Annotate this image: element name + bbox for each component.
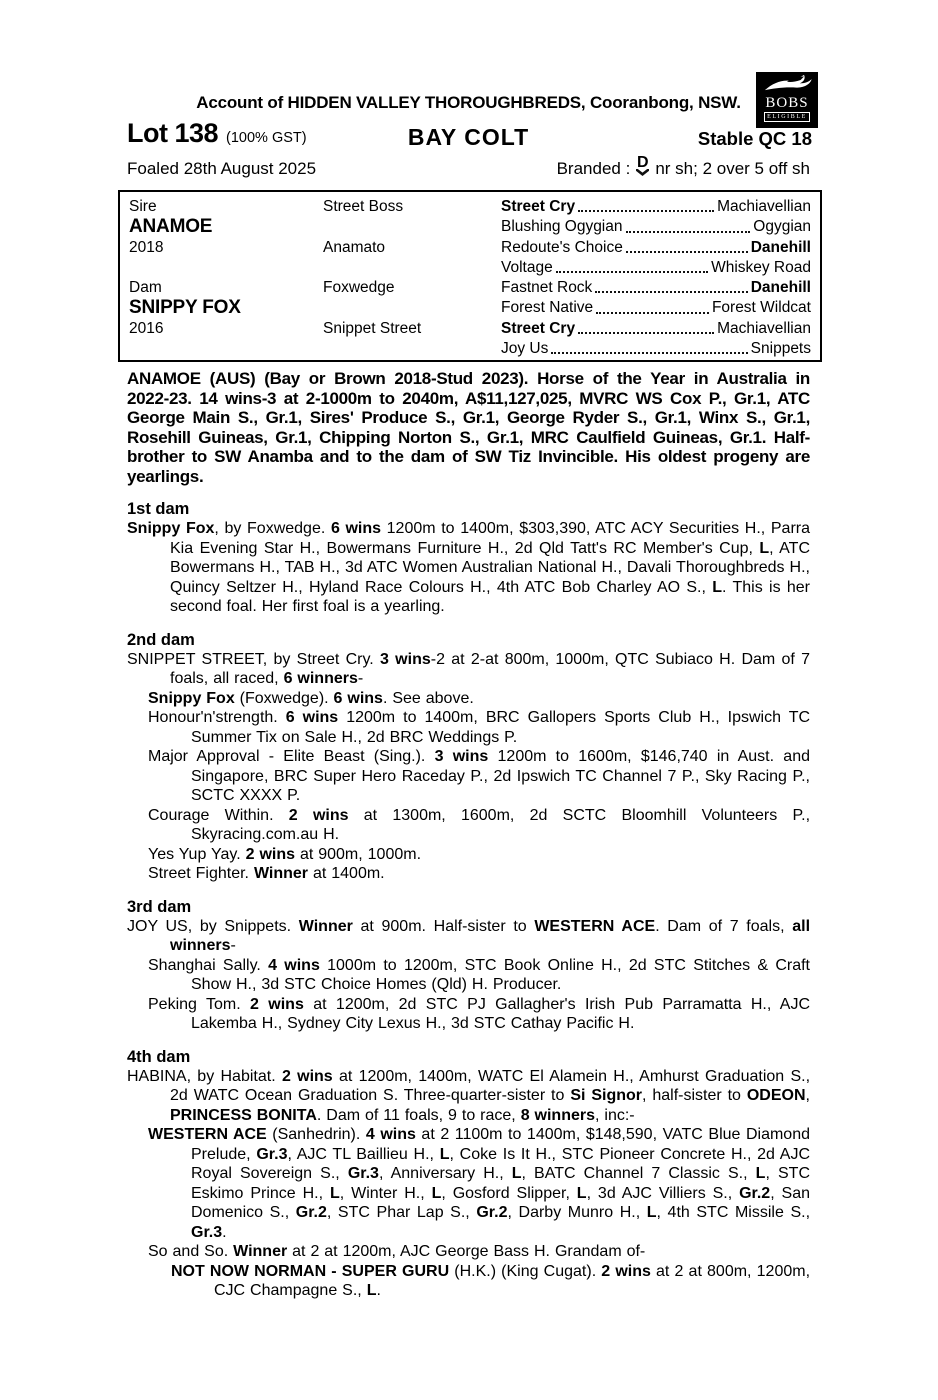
plain-text: at 2 at 1200m, AJC George Bass H. Grandam of-	[287, 1243, 646, 1260]
ancestor-name-right: Machiavellian	[717, 319, 811, 337]
emphasis-text: Winner	[233, 1243, 288, 1260]
plain-text: at 1200m, 1400m, WATC El Alamein H., Amhurst Graduation S., 2d WATC Ocean Graduation S. Three-quarter-sister to	[170, 1067, 811, 1104]
ancestor-name-right: Forest Wildcat	[711, 299, 811, 317]
emphasis-text: L	[431, 1184, 442, 1202]
emphasis-text: WESTERN ACE	[148, 1126, 267, 1143]
emphasis-text: 4 wins	[268, 956, 320, 974]
dam-section-heading: 1st dam	[127, 500, 190, 518]
plain-text: (H.K.) (King Cugat).	[449, 1262, 602, 1280]
branded-label: Branded :	[556, 159, 631, 178]
dotted-leader	[578, 332, 714, 334]
pedigree-parent-name: Street Boss	[323, 198, 404, 215]
plain-text: -	[357, 670, 364, 687]
plain-text: at 2 1100m to 1400m, $148,590, VATC Blue Diamond Prelude,	[191, 1126, 811, 1163]
plain-text: at 1200m, 2d STC PJ Gallagher's Irish Pub Parramatta H., AJC Lakemba H., Sydney City Lexus H., 3d STC Cathay Pacific H.	[191, 995, 811, 1032]
plain-text: , AJC TL Baillieu H.,	[287, 1145, 440, 1163]
pedigree-parent-name: Anamato	[323, 238, 386, 256]
pedigree-paragraph	[127, 806, 810, 845]
gst-note: (100% GST)	[226, 130, 307, 146]
stable-number: Stable QC 18	[697, 128, 812, 149]
dotted-leader	[626, 231, 751, 233]
plain-text: , San Domenico S.,	[191, 1184, 811, 1221]
plain-text: 1200m to 1400m, $303,390, ATC ACY Securities H., Parra Kia Evening Star H., Bowermans Furniture H., 2d Qld Tatt's RC Member's Cup,	[170, 520, 811, 557]
ancestor-name-right: Machiavellian	[717, 198, 811, 215]
plain-text: , Darby Munro H.,	[507, 1204, 647, 1221]
ancestor-name-right: Whiskey Road	[711, 258, 811, 276]
emphasis-text: Winner	[298, 917, 353, 935]
emphasis-text: ANAMOE (AUS) (Bay or Brown 2018-Stud 2023). Horse of the Year in Australia in 2022-23. 14 wins-3 at 2-1000m to 2040m, A$11,127,025, MVRC WS Cox P., Gr.1, ATC George Main S., Gr.1, Sires' Produce S., Gr.1, George Ryder S., Gr.1, Winx S., Gr.1, Rosehill Guineas, Gr.1, Chipping Norton S., Gr.1, MRC Caulfield Guineas, Gr.1. Half-brother to SW Anamba and to the dam of SW Tiz Invincible. His oldest progeny are yearlings.	[127, 369, 810, 486]
ancestor-name-right: Danehill	[750, 238, 811, 256]
pedigree-parent-name: Snippet Street	[323, 319, 422, 337]
plain-text: , ATC Bowermans H., TAB H., 3d ATC Women Australian National H., Davali Thoroughbreds H., Quincy Seltzer H., Hyland Race Colours H., 4th ATC Bob Charley AO S.,	[170, 539, 810, 596]
plain-text: , Gosford Slipper,	[441, 1184, 577, 1202]
pedigree-paragraph	[127, 1067, 810, 1126]
plain-text: Peking Tom.	[148, 995, 251, 1013]
bobs-logo-title: BOBS	[765, 95, 809, 111]
emphasis-text: L	[329, 1184, 340, 1202]
plain-text: Street Fighter.	[148, 865, 254, 882]
pedigree-paragraph	[127, 864, 810, 884]
plain-text: , Winter H.,	[339, 1184, 432, 1202]
ancestor-name-left: Joy Us	[501, 340, 549, 358]
emphasis-text: WESTERN ACE	[534, 917, 656, 935]
account-line: Account of HIDDEN VALLEY THOROUGHBREDS, Cooranbong, NSW.	[196, 93, 741, 112]
emphasis-text: Gr.3	[191, 1223, 223, 1241]
plain-text: at 900m, 1000m.	[295, 845, 422, 863]
emphasis-text: 2 wins	[281, 1067, 333, 1085]
plain-text: . Dam of 11 foals, 9 to race,	[316, 1106, 521, 1124]
emphasis-text: L	[712, 578, 723, 596]
plain-text: at 1300m, 1600m, 2d SCTC Bloomhill Volunteers P., Skyracing.com.au H.	[191, 806, 811, 843]
pedigree-ancestor-row	[501, 238, 811, 258]
plain-text: 1000m to 1200m, STC Book Online H., 2d STC Stitches & Craft Show H., 3d STC Choice Homes (Qld) H. Producer.	[191, 956, 811, 993]
plain-text: , STC Eskimo Prince H.,	[191, 1165, 810, 1202]
ancestor-name-right: Snippets	[750, 340, 811, 358]
plain-text: . See above.	[382, 689, 474, 707]
pedigree-paragraph	[127, 1262, 810, 1301]
plain-text: , inc:-	[595, 1106, 635, 1124]
dam-sections	[127, 499, 810, 1301]
plain-text: HABINA, by Habitat.	[127, 1067, 282, 1085]
dotted-leader	[595, 291, 747, 293]
plain-text: at 2 at 800m, 1200m, CJC Champagne S.,	[214, 1262, 811, 1299]
plain-text: , half-sister to	[642, 1087, 747, 1104]
emphasis-text: 6 winners	[283, 670, 358, 687]
emphasis-text: Snippy Fox	[148, 689, 235, 707]
pedigree-year: 2018	[129, 238, 164, 256]
dotted-leader	[596, 312, 709, 314]
pedigree-paragraph	[127, 519, 810, 617]
emphasis-text: L	[646, 1204, 657, 1221]
pedigree-paragraph	[127, 747, 810, 806]
dotted-leader	[626, 251, 748, 253]
plain-text: So and So.	[148, 1243, 234, 1260]
emphasis-text: 2 wins	[245, 845, 295, 863]
plain-text: SNIPPET STREET, by Street Cry.	[127, 650, 381, 668]
bobs-logo-subtitle: ELIGIBLE	[764, 112, 810, 122]
lot-number: Lot 138	[127, 118, 219, 148]
pedigree-primary-name: SNIPPY FOX	[129, 297, 241, 319]
emphasis-text: NOT NOW NORMAN - SUPER GURU	[171, 1262, 450, 1280]
emphasis-text: 2 wins	[288, 806, 349, 824]
emphasis-text: L	[439, 1145, 450, 1163]
pedigree-paragraph	[127, 1242, 810, 1262]
ancestor-name-left: Street Cry	[501, 198, 576, 215]
plain-text: Major Approval - Elite Beast (Sing.).	[148, 748, 435, 765]
plain-text: JOY US, by Snippets.	[127, 917, 299, 935]
emphasis-text: Snippy Fox	[127, 520, 215, 537]
dam-section-heading: 4th dam	[127, 1047, 191, 1066]
plain-text: , 3d AJC Villiers S.,	[586, 1184, 740, 1202]
plain-text: -2 at 2-at 800m, 1000m, QTC Subiaco H. Dam of 7 foals, all raced,	[170, 650, 810, 687]
plain-text: , 4th STC Missile S.,	[656, 1204, 811, 1221]
emphasis-text: L	[366, 1282, 377, 1299]
branded-description: nr sh; 2 over 5 off sh	[655, 159, 810, 178]
emphasis-text: PRINCESS BONITA	[170, 1106, 317, 1124]
ancestor-name-right: Danehill	[750, 279, 811, 297]
pedigree-paragraph	[127, 708, 810, 747]
emphasis-text: 6 wins	[333, 689, 383, 707]
pedigree-table	[118, 190, 822, 362]
plain-text: . Dam of 7 foals,	[655, 917, 793, 935]
dotted-leader	[551, 352, 747, 354]
emphasis-text: Winner	[253, 865, 309, 882]
foaled-date: Foaled 28th August 2025	[127, 159, 317, 178]
ancestor-name-left: Voltage	[501, 258, 553, 276]
emphasis-text: 4 wins	[365, 1126, 416, 1143]
ancestor-name-left: Forest Native	[501, 299, 594, 317]
plain-text: , Anniversary H.,	[378, 1165, 512, 1182]
emphasis-text: L	[759, 539, 770, 557]
dotted-leader	[556, 271, 708, 273]
emphasis-text: Si Signor	[570, 1087, 642, 1104]
plain-text: at 1400m.	[308, 865, 385, 882]
ancestor-name-right: Ogygian	[753, 218, 811, 236]
pedigree-paragraph	[127, 917, 810, 956]
ancestor-name-left: Redoute's Choice	[501, 238, 623, 256]
plain-text: , BATC Channel 7 Classic S.,	[521, 1165, 756, 1182]
emphasis-text: Gr.2	[476, 1204, 508, 1221]
emphasis-text: 3 wins	[380, 650, 431, 668]
sire-note	[127, 369, 810, 486]
emphasis-text: 3 wins	[434, 748, 489, 765]
plain-text: (Foxwedge).	[234, 689, 334, 707]
plain-text: Shanghai Sally.	[148, 956, 269, 974]
pedigree-paragraph	[127, 689, 810, 709]
plain-text: , by Foxwedge.	[214, 520, 331, 537]
emphasis-text: 2 wins	[601, 1262, 651, 1280]
brand-mark-icon: D	[636, 157, 649, 176]
pedigree-primary-name: ANAMOE	[129, 216, 213, 238]
ancestor-name-left: Fastnet Rock	[501, 279, 593, 297]
plain-text: 1200m to 1400m, BRC Gallopers Sports Club H., Ipswich TC Summer Tix on Sale H., 2d BRC Weddings P.	[191, 709, 811, 746]
plain-text: ,	[805, 1087, 810, 1104]
emphasis-text: L	[511, 1165, 522, 1182]
dam-section-heading: 2nd dam	[127, 630, 195, 649]
plain-text: (Sanhedrin).	[266, 1126, 366, 1143]
emphasis-text: Gr.3	[347, 1165, 379, 1182]
plain-text: Honour'n'strength.	[148, 709, 286, 726]
page-title: BAY COLT	[407, 124, 530, 150]
plain-text: 1200m to 1600m, $146,740 in Aust. and Singapore, BRC Super Hero Raceday P., 2d Ipswich TC Channel 7 P., Sky Racing P., SCTC XXXX P.	[191, 748, 811, 804]
pedigree-text	[127, 369, 810, 1301]
pedigree-ancestor-row	[501, 258, 811, 278]
emphasis-text: 6 wins	[285, 709, 339, 726]
pedigree-ancestor-row	[501, 197, 811, 217]
pedigree-ancestor-row	[501, 298, 811, 318]
pedigree-ancestor-row	[501, 278, 811, 298]
emphasis-text: ODEON	[746, 1087, 806, 1104]
pedigree-paragraph	[127, 845, 810, 865]
emphasis-text: 6 wins	[330, 520, 382, 537]
plain-text: -	[230, 937, 236, 954]
pedigree-paragraph	[127, 995, 810, 1034]
emphasis-text: all winners	[170, 917, 811, 954]
plain-text: .	[222, 1223, 227, 1241]
pedigree-paragraph	[127, 1125, 810, 1242]
emphasis-text: Gr.3	[256, 1145, 288, 1163]
pedigree-ancestor-row	[501, 339, 811, 359]
pedigree-role-label: Dam	[129, 279, 162, 297]
ancestor-name-left: Blushing Ogygian	[501, 218, 623, 236]
pedigree-role-label: Sire	[129, 198, 157, 215]
plain-text: . This is her second foal. Her first foal is a yearling.	[170, 578, 810, 615]
branded-line	[556, 153, 810, 179]
emphasis-text: L	[576, 1184, 587, 1202]
pedigree-parent-name: Foxwedge	[323, 279, 395, 297]
plain-text: .	[376, 1282, 381, 1299]
emphasis-text: Gr.2	[295, 1204, 327, 1221]
emphasis-text: 8 winners	[520, 1106, 595, 1124]
dotted-leader	[578, 210, 714, 212]
emphasis-text: L	[755, 1165, 766, 1182]
ancestor-name-left: Street Cry	[501, 319, 576, 337]
emphasis-text: Gr.2	[739, 1184, 771, 1202]
pedigree-paragraph	[127, 956, 810, 995]
plain-text: Yes Yup Yay.	[148, 845, 246, 863]
plain-text: , STC Phar Lap S.,	[326, 1204, 477, 1221]
pedigree-ancestor-row	[501, 217, 811, 237]
pedigree-paragraph	[127, 650, 810, 689]
plain-text: at 900m. Half-sister to	[352, 917, 535, 935]
dam-section-heading: 3rd dam	[127, 897, 192, 916]
plain-text: , Coke Is It H., STC Pioneer Concrete H., 2d AJC Royal Sovereign S.,	[191, 1145, 810, 1182]
emphasis-text: 2 wins	[250, 995, 304, 1013]
plain-text: Courage Within.	[148, 806, 289, 824]
pedigree-ancestor-row	[501, 319, 811, 339]
pedigree-year: 2016	[129, 319, 164, 337]
